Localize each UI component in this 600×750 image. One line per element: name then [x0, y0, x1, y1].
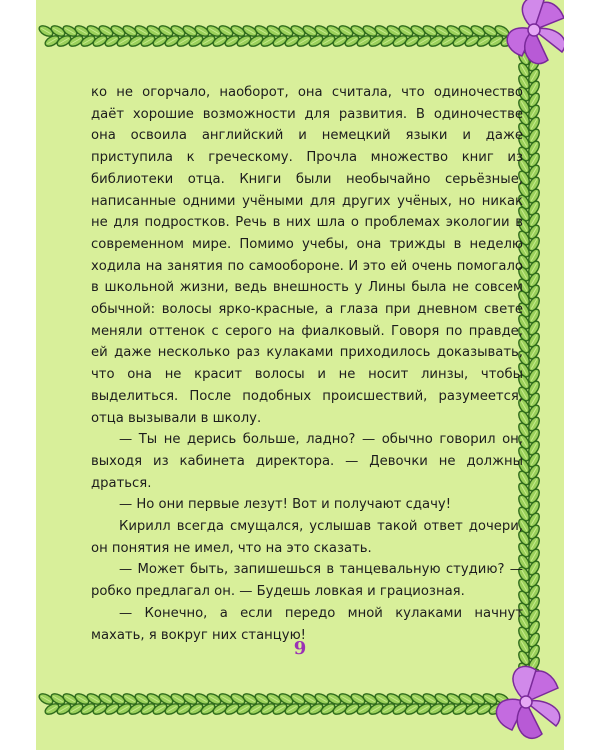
body-text	[91, 82, 523, 646]
page-number: 9	[293, 638, 307, 659]
paragraph: — Ты не дерись больше, ладно? — обычно говорил он, выходя из кабинета директора. — Девочки не должны драться.	[91, 432, 523, 491]
paragraph: — Но они первые лезут! Вот и получают сдачу!	[119, 497, 451, 513]
book-page	[36, 0, 564, 750]
paragraph: — Конечно, а если передо мной кулаками начнут махать, я вокруг них станцую!	[91, 605, 523, 643]
paragraph: Кирилл всегда смущался, услышав такой ответ дочери, он понятия не имел, что на это сказать.	[91, 519, 523, 556]
paragraph: — Может быть, запишешься в танцевальную студию? — робко предлагал он. — Будешь ловкая и грациозная.	[91, 562, 523, 600]
paragraph: ко не огорчало, наоборот, она считала, что одиночество даёт хорошие возможности для развития. В одиночестве она освоила английский и немецкий языки и даже приступила к греческому. Прочла множество книг из библиотеки отца. Книги были необычайно серьёзные, написанные одними учёными для других учёных, но никак не для подростков. Речь в них шла о проблемах экологии в современном мире. Помимо учебы, она трижды в неделю ходила на занятия по самообороне. И это ей очень помогало в школьной жизни, ведь внешность у Лины была не совсем обычной: волосы ярко-красные, а глаза при дневном свете меняли оттенок с серого на фиалковый. Говоря по правде, ей даже несколько раз кулаками приходилось доказывать, что она не красит волосы и не носит линзы, чтобы выделиться. После подобных происшествий, разумеется, отца вызывали в школу.	[91, 85, 523, 426]
bow-bottom-right	[496, 666, 559, 738]
bow-top-right	[507, 0, 564, 64]
